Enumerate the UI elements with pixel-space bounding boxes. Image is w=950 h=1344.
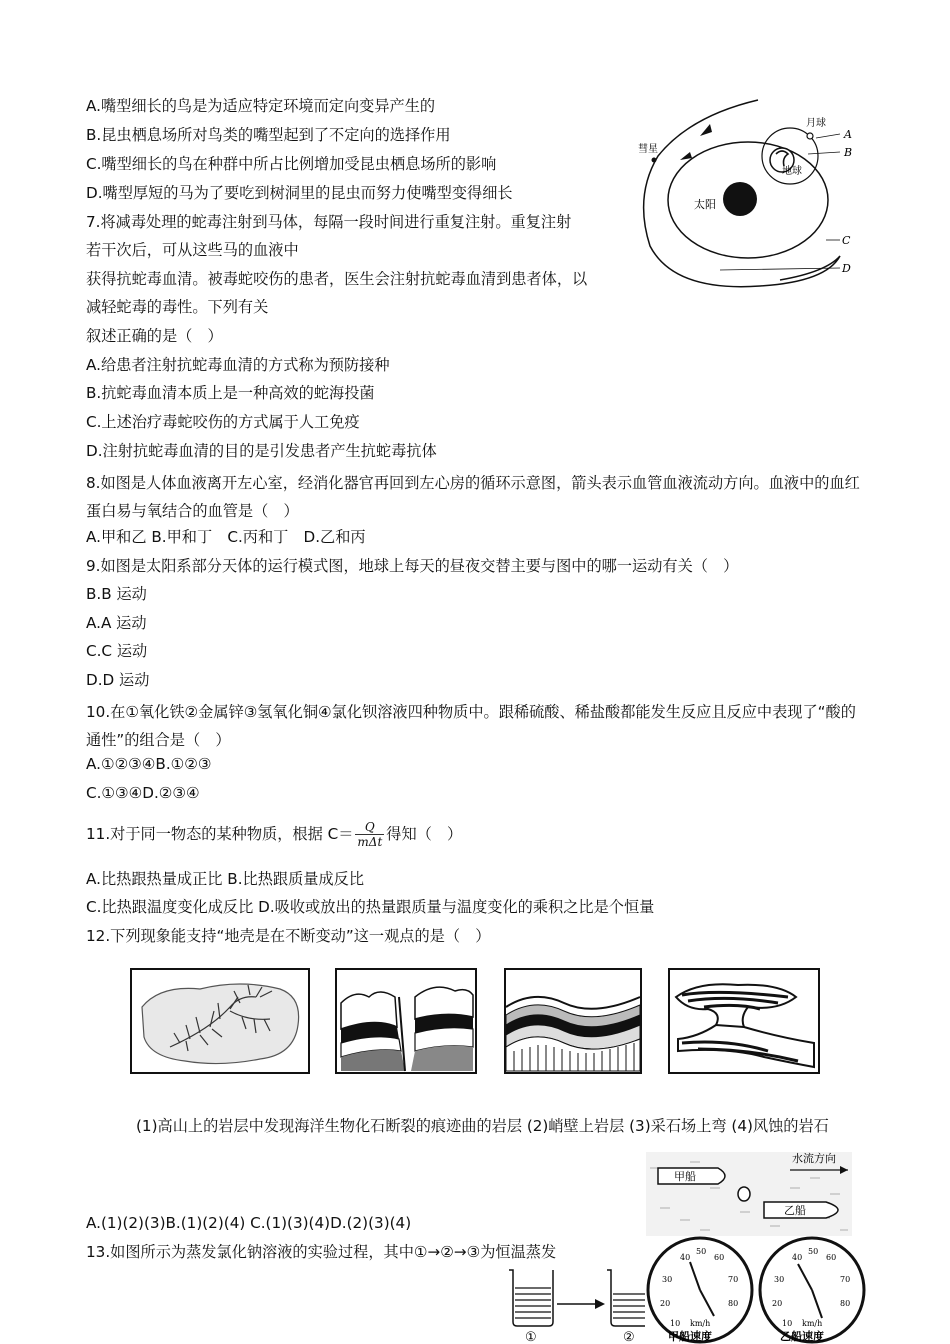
q11-stem-prefix: 11.对于同一物态的某种物质，根据 C＝ — [86, 825, 354, 843]
speedometer-b-unit: km/h — [802, 1319, 823, 1328]
q7-option-b: B.抗蛇毒血清本质上是一种高效的蛇海投菌 — [86, 384, 375, 402]
q6-option-d: D.嘴型厚短的马为了要吃到树洞里的昆虫而努力使嘴型变得细长 — [86, 184, 513, 202]
speedometer-b-tick-40: 40 — [792, 1253, 803, 1262]
fault-picture — [336, 969, 476, 1073]
beaker-figure — [505, 1264, 645, 1344]
label-a: A — [844, 128, 852, 141]
fossil-picture — [131, 969, 309, 1073]
speedometer-b-tick-50: 50 — [808, 1247, 819, 1256]
q11-options-1: A.比热跟热量成正比 B.比热跟质量成反比 — [86, 870, 365, 888]
speedometer-a — [648, 1238, 752, 1342]
speedometer-a-tick-40: 40 — [680, 1253, 691, 1262]
weathered-rock-picture — [669, 969, 819, 1073]
floating-object-icon — [738, 1187, 750, 1201]
label-c: C — [842, 234, 851, 247]
speedometer-b-tick-10: 10 — [782, 1319, 793, 1328]
label-b: B — [844, 146, 853, 159]
q11-frac-num: Q — [355, 820, 384, 835]
q11-frac-den: mΔt — [357, 835, 383, 849]
q10-options-2: C.①③④D.②③④ — [86, 784, 200, 802]
speedometer-b-tick-30: 30 — [774, 1275, 785, 1284]
beaker-2-label: ② — [623, 1330, 635, 1344]
speedometer-a-tick-70: 70 — [728, 1275, 739, 1284]
q11-stem-suffix: 得知（ ） — [386, 825, 463, 843]
q7-stem-line-1: 7.将减毒处理的蛇毒注射到马体，每隔一段时间进行重复注射。重复注射 — [86, 213, 572, 231]
speedometer-b — [760, 1238, 864, 1342]
moon-label: 月球 — [806, 118, 826, 129]
speedometer-a-tick-20: 20 — [660, 1299, 671, 1308]
beaker-1-label: ① — [525, 1330, 537, 1344]
q6-option-a: A.嘴型细长的鸟是为适应特定环境而定向变异产生的 — [86, 97, 436, 115]
speedometer-a-tick-60: 60 — [714, 1253, 725, 1262]
q7-stem-line-5: 叙述正确的是（ ） — [86, 327, 223, 345]
earth-label: 地球 — [782, 166, 802, 177]
q7-stem-line-4: 减轻蛇毒的毒性。下列有关 — [86, 298, 269, 316]
q9-option-a: A.A 运动 — [86, 614, 147, 632]
speedometer-a-tick-50: 50 — [696, 1247, 707, 1256]
speedometer-b-tick-20: 20 — [772, 1299, 783, 1308]
rock-layer-pictures — [130, 967, 822, 1077]
q7-option-d: D.注射抗蛇毒血清的目的是引发患者产生抗蛇毒抗体 — [86, 442, 437, 460]
q11-stem — [86, 820, 462, 849]
q12-stem: 12.下列现象能支持“地壳是在不断变动”这一观点的是（ ） — [86, 927, 491, 945]
q9-stem: 9.如图是太阳系部分天体的运行模式图，地球上每天的昼夜交替主要与图中的哪一运动有关（ ） — [86, 557, 739, 575]
fold-picture — [505, 969, 641, 1073]
q13-stem: 13.如图所示为蒸发氯化钠溶液的实验过程，其中①→②→③为恒温蒸发 — [86, 1243, 557, 1261]
q7-stem-line-3: 获得抗蛇毒血清。被毒蛇咬伤的患者，医生会注射抗蛇毒血清到患者体，以 — [86, 270, 588, 288]
q7-option-c: C.上述治疗毒蛇咬伤的方式属于人工免疫 — [86, 413, 360, 431]
speedometer-a-tick-80: 80 — [728, 1299, 739, 1308]
speedometer-b-tick-60: 60 — [826, 1253, 837, 1262]
boat-a-label: 甲船 — [674, 1170, 696, 1183]
comet-label: 彗星 — [638, 144, 658, 155]
q10-options-1: A.①②③④B.①②③ — [86, 755, 212, 773]
moon-icon — [807, 133, 813, 139]
label-d: D — [842, 262, 851, 275]
q10-stem: 10.在①氧化铁②金属锌③氢氧化铜④氯化钡溶液四种物质中。跟稀硫酸、稀盐酸都能发生反应且反应中表现了“酸的通性”的组合是（ ） — [86, 703, 856, 749]
q12-caption: (1)高山上的岩层中发现海洋生物化石断裂的痕迹曲的岩层 (2)峭壁上岩层 (3)采石场上弯 (4)风蚀的岩石 — [136, 1117, 829, 1135]
speedometer-a-tick-30: 30 — [662, 1275, 673, 1284]
speed-a-caption: 甲船速度 — [668, 1330, 712, 1343]
q11-fraction — [355, 820, 384, 849]
sun-icon — [723, 182, 757, 216]
speed-b-caption: 乙船速度 — [780, 1330, 824, 1343]
q9-option-b: B.B 运动 — [86, 585, 147, 603]
q6-option-b: B.昆虫栖息场所对鸟类的嘴型起到了不定向的选择作用 — [86, 126, 451, 144]
q7-stem-line-2: 若干次后，可从这些马的血液中 — [86, 241, 299, 259]
boat-speed-figure — [640, 1148, 870, 1344]
q12-options: A.(1)(2)(3)B.(1)(2)(4) C.(1)(3)(4)D.(2)(3)(4) — [86, 1214, 412, 1232]
q8-options: A.甲和乙 B.甲和丁 C.丙和丁 D.乙和丙 — [86, 528, 366, 546]
earth-orbit-arrow-icon — [680, 152, 692, 160]
q8-stem: 8.如图是人体血液离开左心室，经消化器官再回到左心房的循环示意图，箭头表示血管血液流动方向。血液中的血红蛋白易与氧结合的血管是（ ） — [86, 474, 860, 520]
speedometer-a-tick-10: 10 — [670, 1319, 681, 1328]
speedometer-a-unit: km/h — [690, 1319, 711, 1328]
current-label: 水流方向 — [792, 1152, 836, 1165]
sun-label: 太阳 — [694, 198, 716, 211]
q9-option-c: C.C 运动 — [86, 642, 148, 660]
comet-arrow-icon — [700, 124, 712, 136]
boat-b-label: 乙船 — [784, 1204, 806, 1217]
beaker-1-icon — [509, 1270, 553, 1326]
q6-option-c: C.嘴型细长的鸟在种群中所占比例增加受昆虫栖息场所的影响 — [86, 155, 497, 173]
beaker-2-icon — [607, 1270, 645, 1326]
solar-system-figure — [630, 96, 870, 321]
q9-option-d: D.D 运动 — [86, 671, 150, 689]
comet-icon — [652, 158, 657, 163]
q7-option-a: A.给患者注射抗蛇毒血清的方式称为预防接种 — [86, 356, 390, 374]
speedometer-b-tick-80: 80 — [840, 1299, 851, 1308]
q11-options-2: C.比热跟温度变化成反比 D.吸收或放出的热量跟质量与温度变化的乘积之比是个恒量 — [86, 898, 655, 916]
speedometer-b-tick-70: 70 — [840, 1275, 851, 1284]
